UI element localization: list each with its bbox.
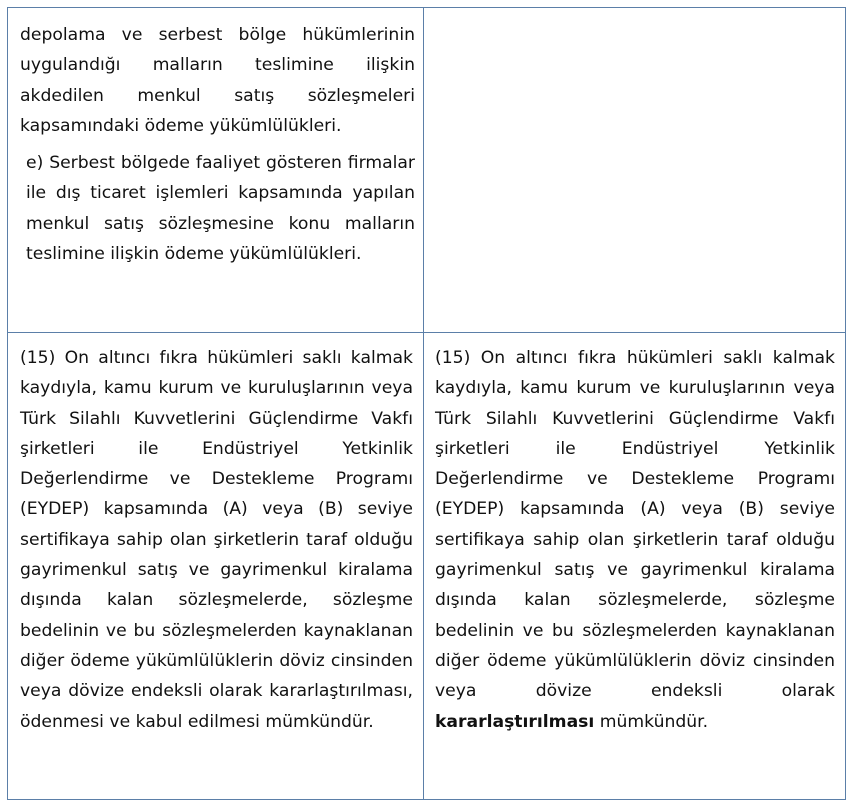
paragraph-15-new xyxy=(435,343,835,737)
comparison-table xyxy=(7,7,846,800)
table-row-bottom xyxy=(8,333,846,800)
cell-bottom-right xyxy=(424,333,846,800)
cell-top-right-empty xyxy=(424,8,846,333)
empty-cell-content xyxy=(424,8,845,20)
emphasized-word: kararlaştırılması xyxy=(435,711,595,732)
paragraph-15-new-text: (15) On altıncı fıkra hükümleri saklı kalmak kaydıyla, kamu kurum ve kuruluşlarının veya Türk Silahlı Kuvvetlerini Güçlendirme Vakfı şirketleri ile Endüstriyel Yetkinlik Değerlendirme ve Destekleme Programı (EYDEP) kapsamında (A) veya (B) seviye sertifikaya sahip olan şirketlerin taraf olduğu gayrimenkul satış ve gayrimenkul kiralama dışında kalan sözleşmelerde, sözleşme bedelinin ve bu sözleşmelerden kaynaklanan diğer ödeme yükümlülüklerin döviz cinsinden veya dövize endeksli olarak xyxy=(435,348,835,702)
table-row-top xyxy=(8,8,846,333)
paragraph-15-new-ending: mümkündür. xyxy=(594,711,709,732)
cell-bottom-left xyxy=(8,333,424,800)
cell-top-left xyxy=(8,8,424,333)
paragraph-free-zone-item-e: e) Serbest bölgede faaliyet gösteren firmalar ile dış ticaret işlemleri kapsamında yapılan menkul satış sözleşmesine konu malların teslimine ilişkin ödeme yükümlülükleri. xyxy=(26,153,415,265)
paragraph-storage-obligations: depolama ve serbest bölge hükümlerinin uygulandığı malların teslimine ilişkin akdedilen menkul satış sözleşmeleri kapsamındaki ödeme yükümlülükleri. xyxy=(20,25,415,136)
paragraph-15-old: (15) On altıncı fıkra hükümleri saklı kalmak kaydıyla, kamu kurum ve kuruluşlarının veya Türk Silahlı Kuvvetlerini Güçlendirme Vakfı şirketleri ile Endüstriyel Yetkinlik Değerlendirme ve Destekleme Programı (EYDEP) kapsamında (A) veya (B) seviye sertifikaya sahip olan şirketlerin taraf olduğu gayrimenkul satış ve gayrimenkul kiralama dışında kalan sözleşmelerde, sözleşme bedelinin ve bu sözleşmelerden kaynaklanan diğer ödeme yükümlülüklerin döviz cinsinden veya dövize endeksli olarak kararlaştırılması, ödenmesi ve kabul edilmesi mümkündür. xyxy=(20,348,413,732)
